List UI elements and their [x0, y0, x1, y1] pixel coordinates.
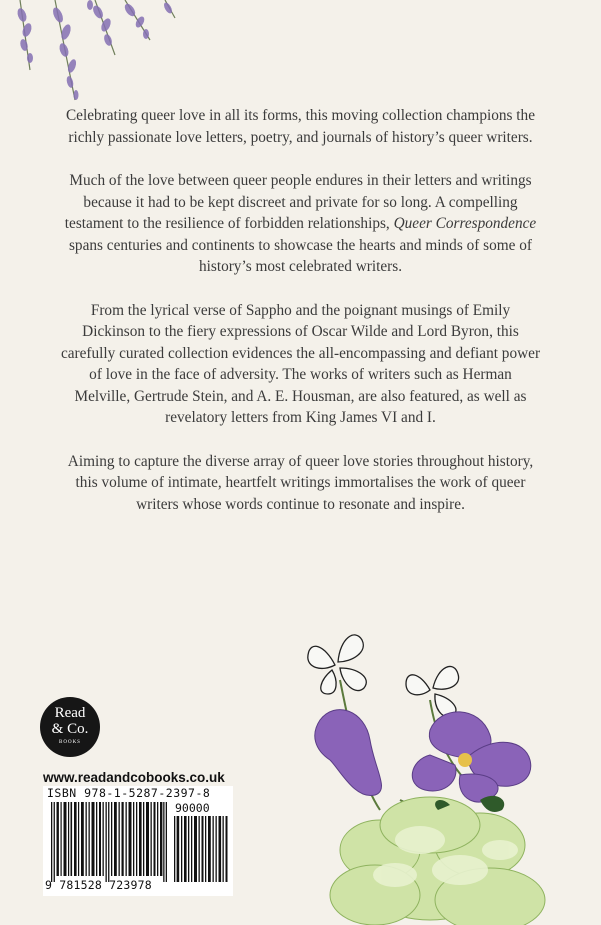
barcode-bars-addon: [174, 816, 228, 882]
price-code: 90000: [175, 801, 210, 815]
logo-text-co: & Co.: [51, 721, 89, 737]
isbn-label: ISBN 978-1-5287-2397-8: [47, 786, 211, 800]
logo-text-read: Read: [54, 705, 86, 721]
blurb-paragraph-2-start: Much of the love between queer people endures in their letters and writings because it had to be kept discreet and private for so long. A compelling testament to the resilience of forbidden relationships,: [64, 172, 532, 232]
barcode-digits: 9 781528 723978: [45, 878, 152, 892]
book-title-italic: Queer Correspondence: [393, 215, 537, 232]
barcode-bars-main: [51, 802, 167, 882]
floral-illustration: [280, 610, 601, 925]
publisher-logo: [40, 697, 100, 757]
blurb-paragraph-3: From the lyrical verse of Sappho and the poignant musings of Emily Dickinson to the fiery expressions of Oscar Wilde and Lord Byron, this carefully curated collection evidences the all-encompassing and defiant power of love in the face of adversity. The works of writers such as Herman Melville, Gertrude Stein, and A. E. Housman, are also featured, as well as revelatory letters from King James VI and I.: [60, 301, 541, 426]
publisher-website: www.readandcobooks.co.uk: [43, 770, 225, 785]
blurb-paragraph-2: [60, 170, 541, 278]
back-cover-blurb: [60, 105, 541, 537]
isbn-barcode: [43, 786, 233, 896]
blurb-paragraph-2-end: spans centuries and continents to showcase the hearts and minds of some of history’s most celebrated writers.: [68, 236, 533, 275]
lavender-illustration: [0, 0, 200, 120]
blurb-paragraph-1: Celebrating queer love in all its forms, this moving collection champions the richly passionate love letters, poetry, and journals of history’s queer writers.: [65, 107, 535, 146]
logo-text-books: BOOKS: [59, 740, 81, 745]
blurb-paragraph-4: Aiming to capture the diverse array of queer love stories throughout history, this volume of intimate, heartfelt writings immortalises the work of queer writers whose words continue to resonate and inspire.: [67, 452, 534, 513]
